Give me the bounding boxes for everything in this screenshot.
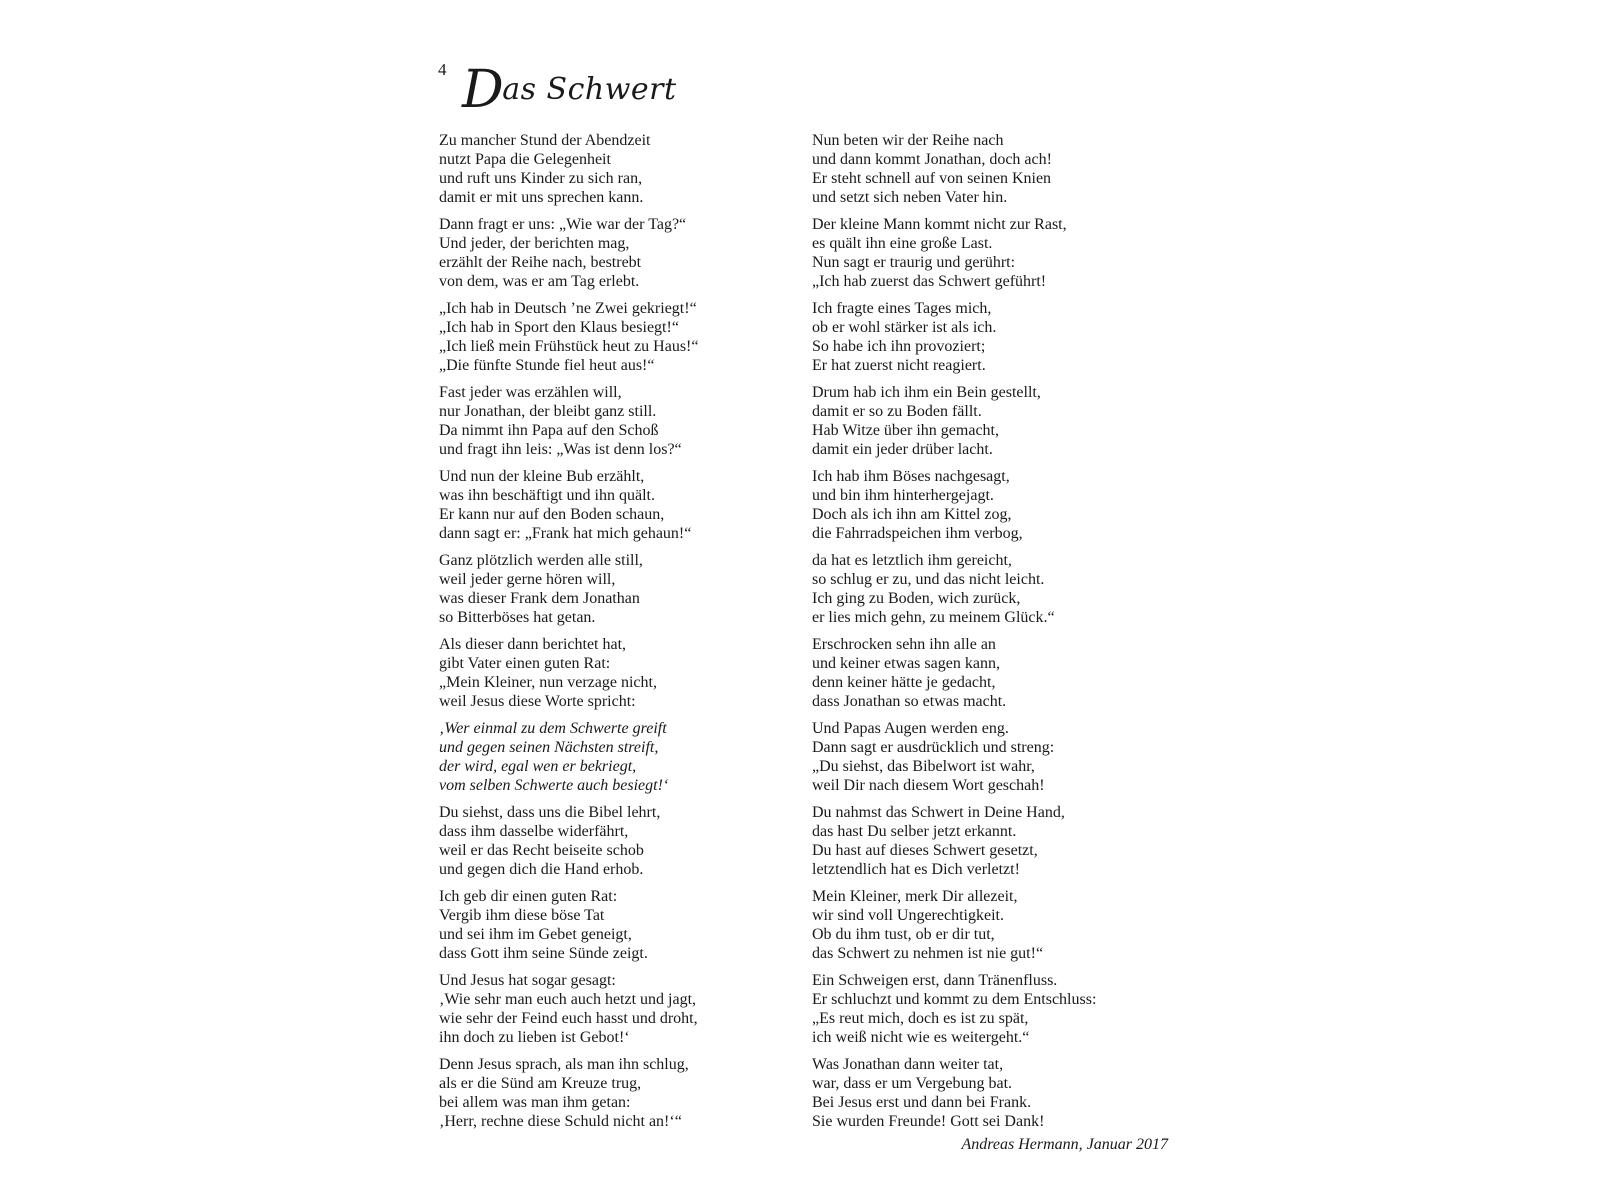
verse-line: ‚Wer einmal zu dem Schwerte greift — [439, 720, 667, 737]
verse-line: Ein Schweigen erst, dann Tränenfluss. — [812, 972, 1058, 989]
stanza — [812, 383, 1162, 459]
verse-line: dass Jonathan so etwas macht. — [812, 693, 1007, 710]
author-signature: Andreas Hermann, Januar 2017 — [961, 1136, 1168, 1153]
verse-line: damit er mit uns sprechen kann. — [439, 189, 644, 206]
stanza — [812, 887, 1162, 963]
verse-line: „Ich hab zuerst das Schwert geführt! — [812, 273, 1047, 290]
verse-line: wie sehr der Feind euch hasst und droht, — [439, 1010, 698, 1027]
stanza — [812, 635, 1162, 711]
stanza — [439, 1055, 789, 1131]
verse-line: von dem, was er am Tag erlebt. — [439, 273, 640, 290]
verse-line: und fragt ihn leis: „Was ist denn los?“ — [439, 441, 682, 458]
stanza — [439, 971, 789, 1047]
stanza — [439, 719, 789, 795]
verse-line: es quält ihn eine große Last. — [812, 235, 993, 252]
verse-line: weil jeder gerne hören will, — [439, 571, 616, 588]
verse-line: und setzt sich neben Vater hin. — [812, 189, 1008, 206]
verse-line: weil Dir nach diesem Wort geschah! — [812, 777, 1045, 794]
verse-line: Und Jesus hat sogar gesagt: — [439, 972, 616, 989]
page-number: 4 — [438, 60, 447, 79]
verse-line: dann sagt er: „Frank hat mich gehaun!“ — [439, 525, 692, 542]
verse-line: er lies mich gehn, zu meinem Glück.“ — [812, 609, 1055, 626]
verse-line: Drum hab ich ihm ein Bein gestellt, — [812, 384, 1041, 401]
stanza — [439, 803, 789, 879]
verse-line: denn keiner hätte je gedacht, — [812, 674, 996, 691]
poem-title — [462, 60, 677, 120]
verse-line: vom selben Schwerte auch besiegt!‘ — [439, 777, 669, 794]
stanza — [812, 299, 1162, 375]
verse-line: Vergib ihm diese böse Tat — [439, 907, 605, 924]
verse-line: Und Papas Augen werden eng. — [812, 720, 1009, 737]
stanza — [439, 635, 789, 711]
verse-line: ihn doch zu lieben ist Gebot!‘ — [439, 1029, 630, 1046]
verse-line: Du siehst, dass uns die Bibel lehrt, — [439, 804, 661, 821]
stanza — [439, 467, 789, 543]
verse-line: letztendlich hat es Dich verletzt! — [812, 861, 1020, 878]
verse-line: Hab Witze über ihn gemacht, — [812, 422, 999, 439]
verse-line: Er kann nur auf den Boden schaun, — [439, 506, 665, 523]
verse-line: so Bitterböses hat getan. — [439, 609, 596, 626]
verse-line: und gegen dich die Hand erhob. — [439, 861, 644, 878]
verse-line: Da nimmt ihn Papa auf den Schoß — [439, 422, 659, 439]
verse-line: Er steht schnell auf von seinen Knien — [812, 170, 1052, 187]
verse-line: Erschrocken sehn ihn alle an — [812, 636, 996, 653]
verse-line: „Ich hab in Deutsch ’ne Zwei gekriegt!“ — [439, 300, 697, 317]
verse-line: „Es reut mich, doch es ist zu spät, — [812, 1010, 1029, 1027]
verse-line: Ich fragte eines Tages mich, — [812, 300, 992, 317]
stanza — [439, 887, 789, 963]
verse-line: ob er wohl stärker ist als ich. — [812, 319, 997, 336]
verse-line: damit ein jeder drüber lacht. — [812, 441, 993, 458]
verse-line: Er schluchzt und kommt zu dem Entschluss: — [812, 991, 1097, 1008]
left-column — [439, 131, 789, 1139]
verse-line: da hat es letztlich ihm gereicht, — [812, 552, 1012, 569]
stanza — [439, 299, 789, 375]
verse-line: das Schwert zu nehmen ist nie gut!“ — [812, 945, 1044, 962]
verse-line: Der kleine Mann kommt nicht zur Rast, — [812, 216, 1067, 233]
stanza — [812, 1055, 1162, 1131]
verse-line: wir sind voll Ungerechtigkeit. — [812, 907, 1004, 924]
stanza — [439, 131, 789, 207]
verse-line: Du hast auf dieses Schwert gesetzt, — [812, 842, 1038, 859]
verse-line: und dann kommt Jonathan, doch ach! — [812, 151, 1052, 168]
verse-line: „Ich ließ mein Frühstück heut zu Haus!“ — [439, 338, 699, 355]
verse-line: und bin ihm hinterhergejagt. — [812, 487, 994, 504]
verse-line: dass Gott ihm seine Sünde zeigt. — [439, 945, 648, 962]
verse-line: Ich geb dir einen guten Rat: — [439, 888, 618, 905]
verse-line: „Die fünfte Stunde fiel heut aus!“ — [439, 357, 655, 374]
verse-line: Zu mancher Stund der Abendzeit — [439, 132, 651, 149]
verse-line: ich weiß nicht wie es weitergeht.“ — [812, 1029, 1030, 1046]
stanza — [439, 551, 789, 627]
verse-line: Als dieser dann berichtet hat, — [439, 636, 627, 653]
verse-line: und sei ihm im Gebet geneigt, — [439, 926, 632, 943]
verse-line: Nun sagt er traurig und gerührt: — [812, 254, 1016, 271]
verse-line: Ich hab ihm Böses nachgesagt, — [812, 468, 1010, 485]
verse-line: und gegen seinen Nächsten streift, — [439, 739, 659, 756]
stanza — [812, 803, 1162, 879]
verse-line: ‚Herr, rechne diese Schuld nicht an!‘“ — [439, 1113, 682, 1130]
verse-line: so schlug er zu, und das nicht leicht. — [812, 571, 1045, 588]
verse-line: „Du siehst, das Bibelwort ist wahr, — [812, 758, 1035, 775]
verse-line: Denn Jesus sprach, als man ihn schlug, — [439, 1056, 689, 1073]
verse-line: So habe ich ihn provoziert; — [812, 338, 986, 355]
verse-line: gibt Vater einen guten Rat: — [439, 655, 611, 672]
verse-line: die Fahrradspeichen ihm verbog, — [812, 525, 1023, 542]
verse-line: was ihn beschäftigt und ihn quält. — [439, 487, 655, 504]
verse-line: was dieser Frank dem Jonathan — [439, 590, 640, 607]
verse-line: bei allem was man ihm getan: — [439, 1094, 631, 1111]
verse-line: damit er so zu Boden fällt. — [812, 403, 982, 420]
stanza — [812, 971, 1162, 1047]
verse-line: Ich ging zu Boden, wich zurück, — [812, 590, 1021, 607]
verse-line: weil er das Recht beiseite schob — [439, 842, 644, 859]
verse-line: war, dass er um Vergebung bat. — [812, 1075, 1013, 1092]
verse-line: Fast jeder was erzählen will, — [439, 384, 622, 401]
verse-line: „Mein Kleiner, nun verzage nicht, — [439, 674, 657, 691]
verse-line: Dann sagt er ausdrücklich und streng: — [812, 739, 1055, 756]
right-column — [812, 131, 1162, 1139]
verse-line: dass ihm dasselbe widerfährt, — [439, 823, 629, 840]
stanza — [439, 383, 789, 459]
verse-line: als er die Sünd am Kreuze trug, — [439, 1075, 642, 1092]
verse-line: Was Jonathan dann weiter tat, — [812, 1056, 1004, 1073]
verse-line: der wird, egal wen er bekriegt, — [439, 758, 637, 775]
verse-line: Und nun der kleine Bub erzählt, — [439, 468, 645, 485]
verse-line: nur Jonathan, der bleibt ganz still. — [439, 403, 657, 420]
verse-line: Ob du ihm tust, ob er dir tut, — [812, 926, 995, 943]
title-initial: D — [462, 60, 505, 120]
verse-line: Dann fragt er uns: „Wie war der Tag?“ — [439, 216, 687, 233]
verse-line: Nun beten wir der Reihe nach — [812, 132, 1004, 149]
verse-line: ‚Wie sehr man euch auch hetzt und jagt, — [439, 991, 697, 1008]
stanza — [439, 215, 789, 291]
verse-line: das hast Du selber jetzt erkannt. — [812, 823, 1017, 840]
stanza — [812, 467, 1162, 543]
verse-line: nutzt Papa die Gelegenheit — [439, 151, 611, 168]
verse-line: erzählt der Reihe nach, bestrebt — [439, 254, 642, 271]
stanza — [812, 551, 1162, 627]
verse-line: weil Jesus diese Worte spricht: — [439, 693, 636, 710]
stanza — [812, 131, 1162, 207]
verse-line: „Ich hab in Sport den Klaus besiegt!“ — [439, 319, 679, 336]
verse-line: Du nahmst das Schwert in Deine Hand, — [812, 804, 1065, 821]
verse-line: Mein Kleiner, merk Dir allezeit, — [812, 888, 1018, 905]
verse-line: Er hat zuerst nicht reagiert. — [812, 357, 986, 374]
title-text: as Schwert — [502, 72, 677, 107]
stanza — [812, 215, 1162, 291]
verse-line: Doch als ich ihn am Kittel zog, — [812, 506, 1012, 523]
verse-line: Und jeder, der berichten mag, — [439, 235, 630, 252]
verse-line: und keiner etwas sagen kann, — [812, 655, 1000, 672]
verse-line: Bei Jesus erst und dann bei Frank. — [812, 1094, 1032, 1111]
verse-line: Ganz plötzlich werden alle still, — [439, 552, 643, 569]
verse-line: Sie wurden Freunde! Gott sei Dank! — [812, 1113, 1045, 1130]
verse-line: und ruft uns Kinder zu sich ran, — [439, 170, 643, 187]
stanza — [812, 719, 1162, 795]
